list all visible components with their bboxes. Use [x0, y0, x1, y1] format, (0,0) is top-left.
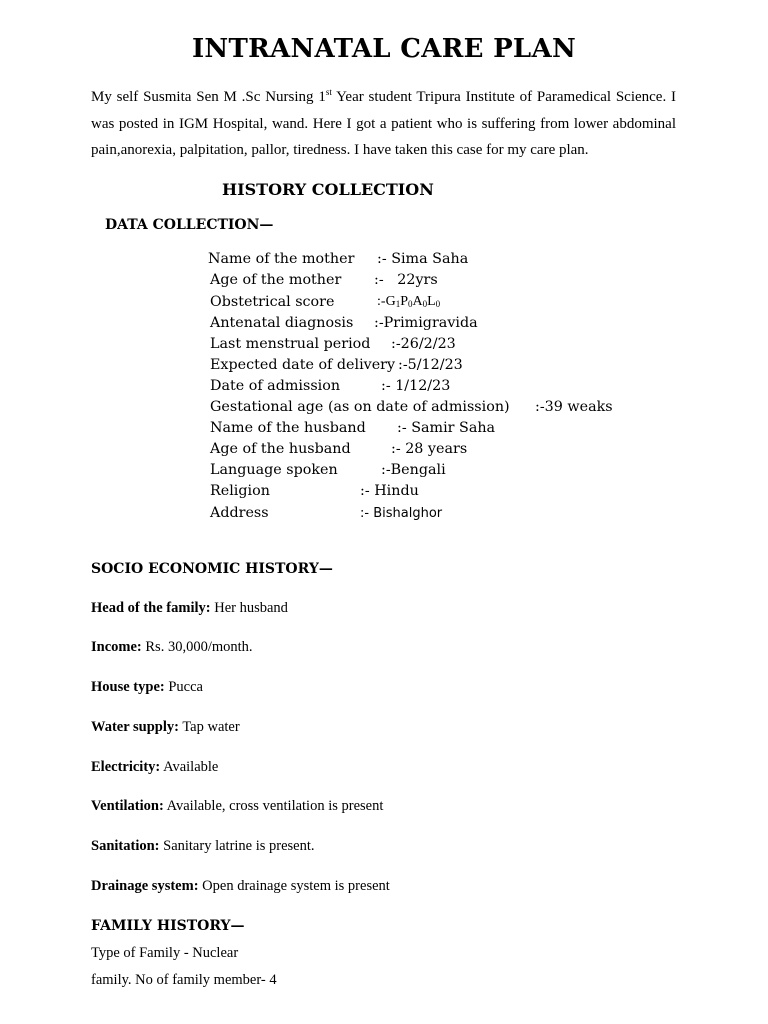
socio-value: Sanitary latrine is present.	[159, 838, 315, 854]
intro-text-rest: Year student Tripura Institute of Paramedical Science. I was posted in IGM Hospital, wand. Here I got a patient who is suffering from lower abdominal pain,anorexia, palpitation, pallor, tiredness. I have taken this case for my care plan.	[91, 89, 676, 158]
dc-label-edd: Expected date of delivery	[210, 357, 396, 373]
score-l-count: 0	[435, 299, 441, 309]
score-a: A	[412, 294, 423, 309]
socio-item-head-of-family	[91, 600, 288, 617]
socio-item-water-supply	[91, 719, 240, 736]
score-p: P	[400, 294, 408, 309]
socio-item-house-type	[91, 679, 203, 696]
dc-label-obstetrical-score: Obstetrical score	[210, 294, 335, 310]
socio-value: Rs. 30,000/month.	[141, 639, 253, 655]
socio-label: Water supply:	[91, 719, 179, 735]
socio-label: Drainage system:	[91, 878, 199, 894]
dc-value-gestational-age: :-39 weaks	[535, 399, 613, 415]
socio-value: Available	[160, 759, 219, 775]
score-p-count: 0	[407, 299, 413, 309]
dc-label-lmp: Last menstrual period	[210, 336, 371, 352]
dc-label-language: Language spoken	[210, 462, 338, 478]
socio-value: Tap water	[178, 719, 240, 735]
history-collection-heading: HISTORY COLLECTION	[222, 180, 434, 199]
socio-label: House type:	[91, 679, 165, 695]
socio-label: Ventilation:	[91, 798, 164, 814]
socio-item-ventilation	[91, 798, 383, 815]
dc-label-religion: Religion	[210, 483, 270, 499]
family-history-heading: FAMILY HISTORY—	[91, 918, 245, 934]
score-a-count: 0	[422, 299, 428, 309]
dc-value-religion: :- Hindu	[360, 483, 419, 499]
dc-value-husband-name: :- Samir Saha	[397, 420, 496, 436]
socio-item-sanitation	[91, 838, 315, 855]
family-history-line: family. No of family member- 4	[91, 972, 277, 988]
score-prefix: :-	[377, 294, 386, 309]
socio-item-drainage	[91, 878, 390, 895]
socio-value: Open drainage system is present	[198, 878, 390, 894]
dc-value-husband-age: :- 28 years	[391, 441, 468, 457]
score-g-count: 1	[395, 299, 401, 309]
dc-label-admission-date: Date of admission	[210, 378, 341, 394]
dc-label-mother-age: Age of the mother	[210, 272, 342, 288]
data-collection-heading: DATA COLLECTION—	[105, 217, 274, 233]
score-g: G	[385, 294, 396, 309]
intro-text-start: My self Susmita Sen M .Sc Nursing 1	[91, 89, 326, 105]
dc-label-mother-name: Name of the mother	[208, 251, 355, 267]
dc-label-gestational-age: Gestational age (as on date of admission)	[210, 399, 510, 415]
socio-item-electricity	[91, 759, 218, 776]
dc-label-husband-name: Name of the husband	[210, 420, 366, 436]
dc-value-antenatal-diagnosis: :-Primigravida	[374, 315, 478, 331]
dc-value-edd: :-5/12/23	[398, 357, 463, 373]
page-title: INTRANATAL CARE PLAN	[191, 34, 577, 64]
socio-label: Head of the family:	[91, 600, 211, 616]
dc-value-lmp: :-26/2/23	[391, 336, 456, 352]
socio-economic-heading: SOCIO ECONOMIC HISTORY—	[91, 561, 333, 577]
dc-value-mother-name: :- Sima Saha	[377, 251, 469, 267]
dc-value-address: :- Bishalghor	[360, 506, 443, 521]
dc-value-language: :-Bengali	[381, 462, 446, 478]
socio-item-income	[91, 639, 253, 656]
socio-value: Pucca	[164, 679, 203, 695]
intro-paragraph	[91, 84, 676, 164]
dc-value-obstetrical-score	[377, 294, 440, 310]
dc-value-admission-date: :- 1/12/23	[381, 378, 451, 394]
dc-label-antenatal-diagnosis: Antenatal diagnosis	[210, 315, 354, 331]
socio-label: Electricity:	[91, 759, 161, 775]
socio-value: Available, cross ventilation is present	[163, 798, 384, 814]
family-history-line: Type of Family - Nuclear	[91, 945, 239, 961]
socio-value: Her husband	[210, 600, 288, 616]
socio-label: Income:	[91, 639, 142, 655]
socio-label: Sanitation:	[91, 838, 160, 854]
dc-value-mother-age: :- 22yrs	[374, 272, 438, 288]
intro-superscript: st	[325, 87, 332, 97]
score-l: L	[427, 294, 436, 309]
dc-label-address: Address	[210, 505, 269, 521]
dc-label-husband-age: Age of the husband	[210, 441, 351, 457]
